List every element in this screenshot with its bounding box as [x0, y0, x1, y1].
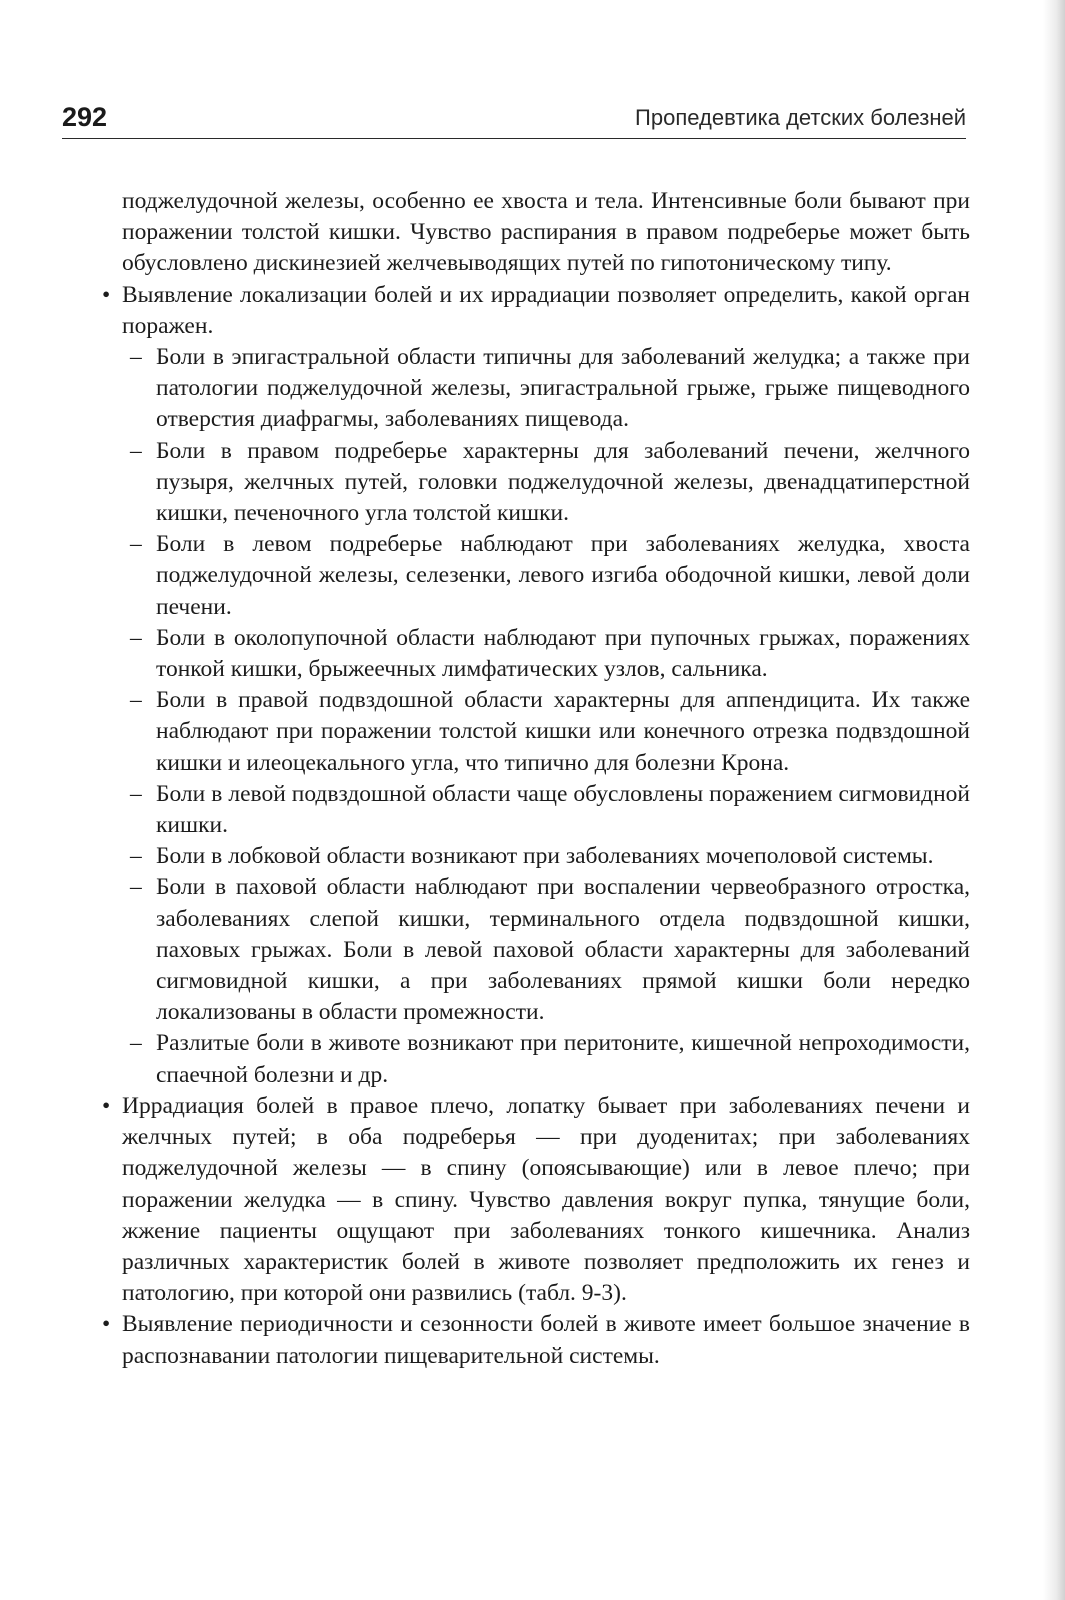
- sub-item: [90, 1028, 970, 1090]
- dash-marker: –: [130, 687, 142, 714]
- running-title: Пропедевтика детских болезней: [635, 105, 966, 130]
- bullet-item: [90, 1309, 970, 1371]
- bullet-text: Иррадиация болей в правое плечо, лопатку бывает при заболеваниях печени и желчных путей; в оба подреберья — при дуоденитах; при заболеваниях поджелудочной железы — в спину (опоясывающие) или в левое плечо; при поражении желудка — в спину. Чувство давления вокруг пупка, тянущие боли, жжение пациенты ощущают при заболеваниях тонкого кишечника. Анализ различных характеристик болей в животе позволяет предположить их генез и патологию, при которой они развились (табл. 9-3).: [122, 1092, 970, 1307]
- bullet-text: Выявление локализации болей и их иррадиации позволяет определить, какой орган поражен.: [122, 281, 970, 339]
- page-number: 292: [62, 102, 108, 132]
- sub-item-text: Боли в правой подвздошной области характерны для аппендицита. Их также наблюдают при поражении толстой кишки или конечного отрезка подвздошной кишки и илеоцекального угла, что типично для болезни Крона.: [156, 687, 970, 776]
- page-header: [62, 98, 966, 139]
- sub-item-text: Боли в левом подреберье наблюдают при заболеваниях желудка, хвоста поджелудочной железы, селезенки, левого изгиба ободочной кишки, левой доли печени.: [156, 531, 970, 620]
- dash-marker: –: [130, 843, 142, 870]
- dash-marker: –: [130, 1030, 142, 1057]
- sub-item-text: Боли в правом подреберье характерны для заболеваний печени, желчного пузыря, желчных путей, головки поджелудочной железы, двенадцатиперстной кишки, печеночного угла толстой кишки.: [156, 437, 970, 527]
- dash-marker: –: [130, 531, 142, 558]
- dash-marker: –: [130, 344, 142, 371]
- page-edge-shadow: [1043, 0, 1065, 1600]
- dash-marker: –: [130, 437, 142, 464]
- intro-paragraph: поджелудочной железы, особенно ее хвоста и тела. Интенсивные боли бывают при поражении толстой кишки. Чувство распирания в правом подреберье может быть обусловлено дискинезией желчевыводящих путей по гипотоническому типу.: [122, 188, 970, 277]
- sub-item: [90, 685, 970, 779]
- body-text: [90, 186, 970, 1372]
- sub-item-text: Боли в паховой области наблюдают при воспалении червеобразного отростка, заболеваниях слепой кишки, терминального отдела подвздошной кишки, паховых грыжах. Боли в левой паховой области характерны для заболеваний сигмовидной кишки, а при заболеваниях прямой кишки боли нередко локализованы в области промежности.: [156, 874, 970, 1026]
- sub-item-text: Боли в эпигастральной области типичны для заболеваний желудка; а также при патологии поджелудочной железы, эпигастральной грыже, грыже пищеводного отверстия диафрагмы, заболеваниях пищевода.: [156, 344, 970, 433]
- sub-item: [90, 529, 970, 623]
- bullet-item: [90, 280, 970, 342]
- sub-item-text: Боли в левой подвздошной области чаще обусловлены поражением сигмовидной кишки.: [156, 780, 970, 839]
- bullet-text: Выявление периодичности и сезонности болей в животе имеет большое значение в распознавании патологии пищеварительной системы.: [122, 1311, 970, 1369]
- bullet-item: [90, 1091, 970, 1309]
- bullet-marker: •: [102, 1092, 111, 1119]
- sub-item: [90, 841, 970, 872]
- sub-item: [90, 342, 970, 436]
- dash-marker: –: [130, 624, 142, 651]
- sub-item-text: Боли в околопупочной области наблюдают при пупочных грыжах, поражениях тонкой кишки, брыжеечных лимфатических узлов, сальника.: [156, 624, 970, 683]
- sub-item-text: Разлитые боли в животе возникают при перитоните, кишечной непроходимости, спаечной болезни и др.: [156, 1030, 970, 1088]
- dash-marker: –: [130, 780, 142, 807]
- sub-item: [90, 872, 970, 1028]
- sub-item: [90, 779, 970, 841]
- bullet-marker: •: [102, 1311, 111, 1338]
- dash-marker: –: [130, 874, 142, 901]
- sub-item: [90, 623, 970, 685]
- bullet-marker: •: [102, 281, 111, 308]
- sub-item-text: Боли в лобковой области возникают при заболеваниях мочеполовой системы.: [156, 843, 934, 870]
- sub-item: [90, 436, 970, 530]
